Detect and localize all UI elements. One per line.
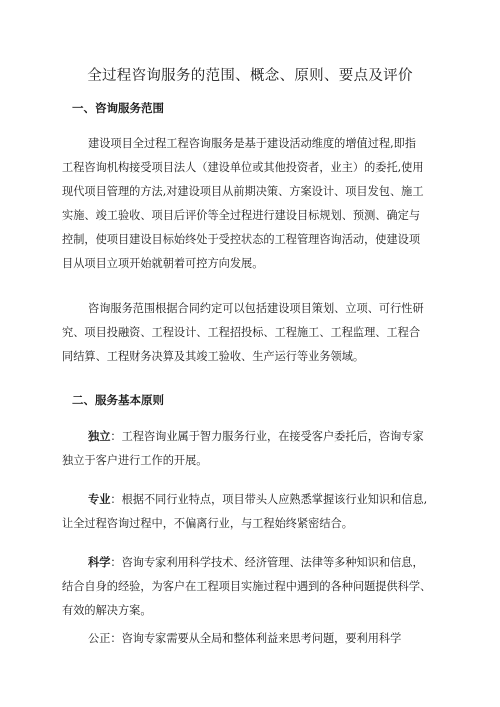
paragraph-line: 工程咨询机构接受项目法人（建设单位或其他投资者，业主）的委托,使用 — [62, 161, 424, 174]
principle-scientific — [88, 554, 438, 570]
paragraph-line: 究、项目投融资、工程设计、工程招投标、工程施工、工程监理、工程合 — [62, 326, 421, 339]
principle-text: ：咨询专家需要从全局和整体利益来思考问题，要利用科学 — [110, 632, 402, 645]
principle-term: 公正 — [88, 632, 111, 645]
paragraph-line: 实施、竣工验收、项目后评价等全过程进行建设目标规划、预测、确定与 — [62, 209, 421, 222]
paragraph-line: 结合自身的经验，为客户在工程项目实施过程中遇到的各种问题提供科学、 — [62, 580, 432, 593]
paragraph-line: 让全过程咨询过程中，不偏离行业，与工程始终紧密结合。 — [62, 517, 353, 530]
paragraph-line: 咨询服务范围根据合同约定可以包括建设项目策划、立项、可行性研 — [88, 302, 424, 315]
paragraph-line: 现代项目管理的方法,对建设项目从前期决策、方案设计、项目发包、施工 — [62, 185, 424, 198]
principle-term: 专业 — [88, 493, 111, 506]
paragraph-line: 有效的解决方案。 — [62, 604, 152, 617]
section-heading-scope: 一、咨询服务范围 — [72, 101, 164, 115]
paragraph-line: 独立于客户进行工作的开展。 — [62, 454, 208, 467]
paragraph-line: 控制，使项目建设目标始终处于受控状态的工程管理咨询活动，使建设项 — [62, 233, 421, 246]
paragraph-line: 同结算、工程财务决算及其竣工验收、生产运行等业务领域。 — [62, 350, 365, 363]
principle-term: 独立 — [88, 430, 111, 443]
principle-term: 科学 — [88, 556, 111, 569]
principle-fair — [88, 630, 438, 646]
section-heading-principles: 二、服务基本原则 — [72, 393, 164, 407]
principle-professional — [88, 491, 438, 507]
principle-text: ：根据不同行业特点，项目带头人应熟悉掌握该行业知识和信息, — [110, 493, 428, 506]
principle-text: ：咨询专家利用科学技术、经济管理、法律等多种知识和信息， — [110, 556, 424, 569]
document-title: 全过程咨询服务的范围、概念、原则、要点及评价 — [87, 68, 413, 84]
principle-independent — [88, 428, 438, 444]
paragraph-line: 建设项目全过程工程咨询服务是基于建设活动维度的增值过程,即指 — [88, 137, 416, 150]
principle-text: ：工程咨询业属于智力服务行业，在接受客户委托后，咨询专家 — [110, 430, 424, 443]
paragraph-line: 目从项目立项开始就朝着可控方向发展。 — [62, 257, 264, 270]
